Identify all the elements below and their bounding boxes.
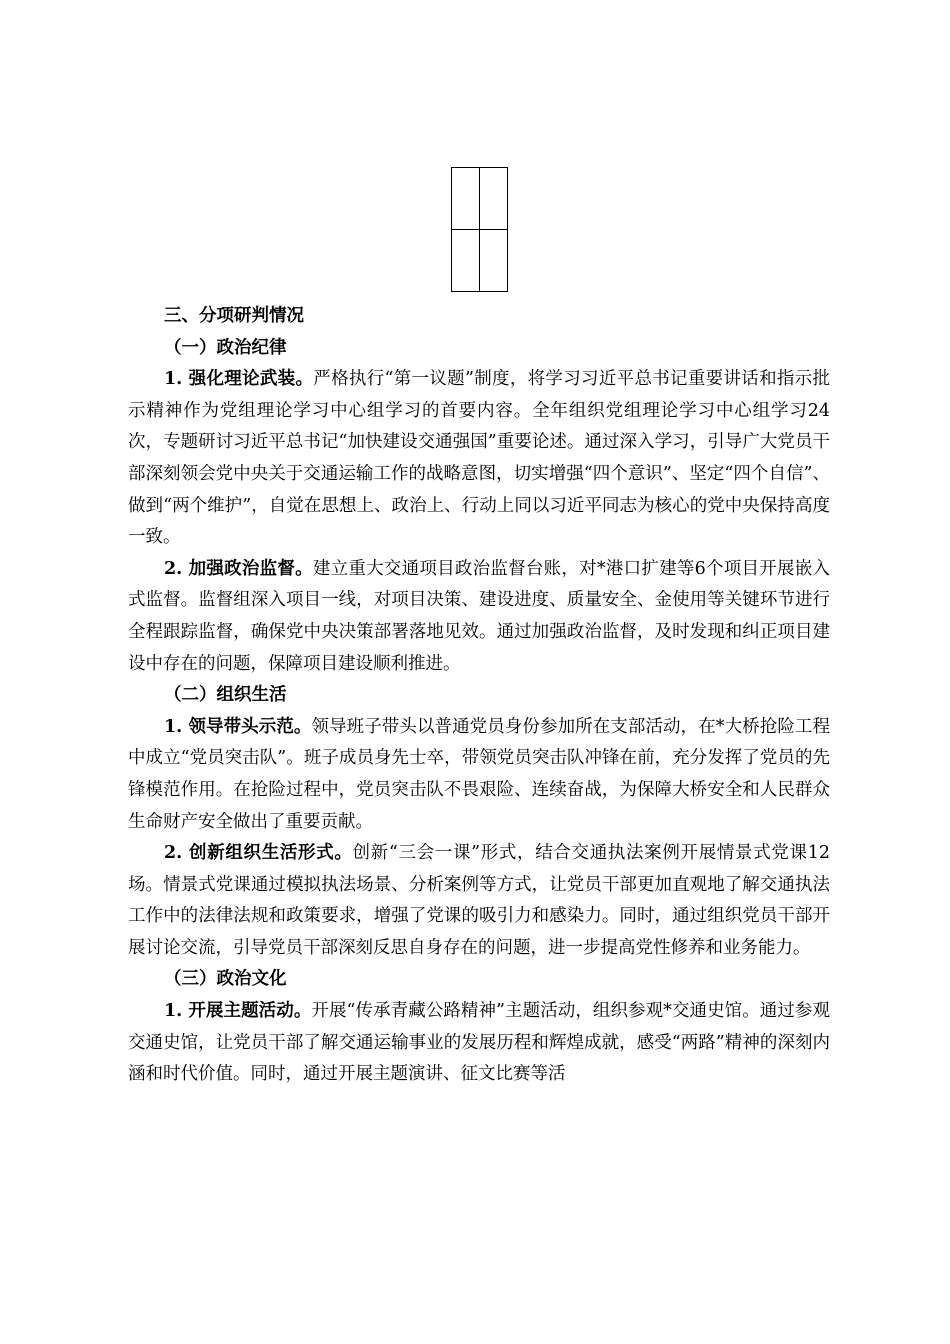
paragraph-theory-armament bbox=[128, 364, 830, 554]
table-row bbox=[452, 168, 508, 230]
table-cell bbox=[480, 230, 508, 292]
table-row bbox=[452, 230, 508, 292]
subsection-heading-organizational-life: （二）组织生活 bbox=[164, 685, 287, 706]
paragraph-text: 建立重大交通项目政治监督台账，对*港口扩建等6个项目开展嵌入式监督。监督组深入项目一线，对项目决策、建设进度、质量安全、金使用等关键环节进行全程跟踪监督，确保党中央决策部署落地见效。通过加强政治监督，及时发现和纠正项目建设中存在的问题，保障项目建设顺利推进。 bbox=[128, 558, 830, 674]
paragraph-lead: 2. 创新组织生活形式。 bbox=[164, 843, 353, 864]
paragraph-theme-activities bbox=[128, 996, 830, 1091]
subsection-heading-political-discipline: （一）政治纪律 bbox=[164, 337, 287, 358]
paragraph-political-supervision bbox=[128, 554, 830, 680]
section-heading: 三、分项研判情况 bbox=[164, 306, 304, 326]
paragraph-text: 开展“传承青藏公路精神”主题活动，组织参观*交通史馆。通过参观交通史馆，让党员干部了解交通运输事业的发展历程和辉煌成就，感受“两路”精神的深刻内涵和时代价值。同时，通过开展主题演讲、征文比赛等活 bbox=[128, 1001, 830, 1085]
subsection-heading-political-culture: （三）政治文化 bbox=[164, 969, 287, 990]
empty-table bbox=[451, 167, 508, 292]
paragraph-text: 严格执行“第一议题”制度，将学习习近平总书记重要讲话和指示批示精神作为党组理论学习中心组学习的首要内容。全年组织党组理论学习中心组学习24次，专题研讨习近平总书记“加快建设交通强国”重要论述。通过深入学习，引导广大党员干部深刻领会党中央关于交通运输工作的战略意图，切实增强“四个意识”、坚定“四个自信”、做到“两个维护”，自觉在思想上、政治上、行动上同以习近平同志为核心的党中央保持高度一致。 bbox=[128, 369, 830, 548]
table-cell bbox=[452, 230, 480, 292]
paragraph-text: 创新“三会一课”形式，结合交通执法案例开展情景式党课12场。情景式党课通过模拟执法场景、分析案例等方式，让党员干部更加直观地了解交通执法工作中的法律法规和政策要求，增强了党课的吸引力和感染力。同时，通过组织党员干部开展讨论交流，引导党员干部深刻反思自身存在的问题，进一步提高党性修养和业务能力。 bbox=[128, 843, 830, 958]
paragraph-lead: 1. 开展主题活动。 bbox=[164, 1001, 312, 1022]
paragraph-lead: 1. 强化理论武装。 bbox=[164, 369, 314, 390]
paragraph-text: 领导班子带头以普通党员身份参加所在支部活动，在*大桥抢险工程中成立“党员突击队”。班子成员身先士卒，带领党员突击队冲锋在前，充分发挥了党员的先锋模范作用。在抢险过程中，党员突击队不畏艰险、连续奋战，为保障大桥安全和人民群众生命财产安全做出了重要贡献。 bbox=[128, 716, 830, 832]
paragraph-innovative-forms bbox=[128, 838, 830, 964]
table-cell bbox=[480, 168, 508, 230]
paragraph-lead: 2. 加强政治监督。 bbox=[164, 558, 313, 579]
paragraph-leadership-example bbox=[128, 712, 830, 838]
document-body bbox=[128, 301, 830, 1091]
paragraph-lead: 1. 领导带头示范。 bbox=[164, 716, 312, 737]
table-cell bbox=[452, 168, 480, 230]
